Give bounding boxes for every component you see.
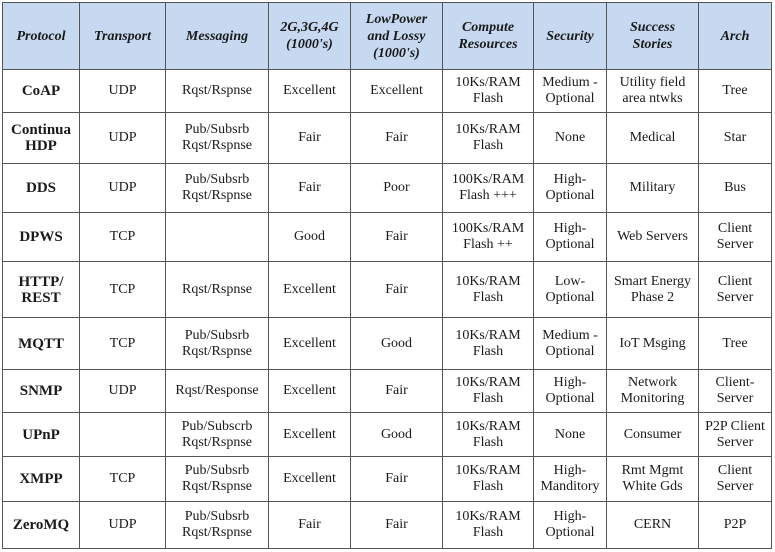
- cell-low-power-lossy: Fair: [351, 213, 443, 262]
- cell-compute-resources: 100Ks/RAM Flash +++: [443, 164, 534, 213]
- table-row: [3, 70, 772, 113]
- column-header-messaging: Messaging: [166, 3, 269, 70]
- table-row: [3, 113, 772, 164]
- column-header-security: Security: [534, 3, 607, 70]
- cell-protocol: MQTT: [3, 318, 80, 370]
- cell-compute-resources: 10Ks/RAM Flash: [443, 413, 534, 457]
- table-row: [3, 457, 772, 502]
- cell-cellular: Excellent: [269, 457, 351, 502]
- column-header-low-power-lossy: LowPower and Lossy (1000's): [351, 3, 443, 70]
- cell-compute-resources: 10Ks/RAM Flash: [443, 502, 534, 549]
- cell-success-stories: Military: [607, 164, 699, 213]
- table-row: [3, 413, 772, 457]
- cell-arch: Client Server: [699, 457, 772, 502]
- cell-security: High- Optional: [534, 213, 607, 262]
- cell-messaging: [166, 213, 269, 262]
- table-row: [3, 502, 772, 549]
- column-header-transport: Transport: [80, 3, 166, 70]
- cell-low-power-lossy: Good: [351, 413, 443, 457]
- cell-success-stories: Network Monitoring: [607, 370, 699, 413]
- cell-cellular: Excellent: [269, 413, 351, 457]
- column-header-cellular: 2G,3G,4G (1000's): [269, 3, 351, 70]
- cell-compute-resources: 10Ks/RAM Flash: [443, 70, 534, 113]
- column-header-protocol: Protocol: [3, 3, 80, 70]
- header-row: [3, 3, 772, 70]
- cell-cellular: Good: [269, 213, 351, 262]
- cell-transport: UDP: [80, 70, 166, 113]
- cell-security: Medium - Optional: [534, 318, 607, 370]
- table-header: [3, 3, 772, 70]
- cell-low-power-lossy: Fair: [351, 262, 443, 318]
- cell-protocol: ZeroMQ: [3, 502, 80, 549]
- cell-cellular: Excellent: [269, 70, 351, 113]
- cell-security: Medium - Optional: [534, 70, 607, 113]
- cell-cellular: Excellent: [269, 262, 351, 318]
- cell-security: High- Manditory: [534, 457, 607, 502]
- cell-messaging: Pub/Subsrb Rqst/Rspnse: [166, 318, 269, 370]
- cell-arch: Client Server: [699, 213, 772, 262]
- cell-messaging: Pub/Subscrb Rqst/Rspnse: [166, 413, 269, 457]
- cell-cellular: Excellent: [269, 370, 351, 413]
- cell-messaging: Rqst/Rspnse: [166, 70, 269, 113]
- cell-transport: UDP: [80, 502, 166, 549]
- cell-success-stories: IoT Msging: [607, 318, 699, 370]
- cell-cellular: Fair: [269, 502, 351, 549]
- cell-security: None: [534, 413, 607, 457]
- cell-protocol: HTTP/ REST: [3, 262, 80, 318]
- cell-success-stories: Consumer: [607, 413, 699, 457]
- cell-security: High- Optional: [534, 164, 607, 213]
- cell-protocol: DPWS: [3, 213, 80, 262]
- cell-protocol: UPnP: [3, 413, 80, 457]
- cell-messaging: Pub/Subsrb Rqst/Rspnse: [166, 457, 269, 502]
- cell-compute-resources: 10Ks/RAM Flash: [443, 113, 534, 164]
- cell-cellular: Fair: [269, 164, 351, 213]
- table-row: [3, 262, 772, 318]
- cell-success-stories: Web Servers: [607, 213, 699, 262]
- cell-arch: P2P Client Server: [699, 413, 772, 457]
- protocol-comparison-table: [2, 2, 772, 549]
- cell-protocol: XMPP: [3, 457, 80, 502]
- table-row: [3, 164, 772, 213]
- cell-messaging: Pub/Subsrb Rqst/Rspnse: [166, 502, 269, 549]
- cell-transport: TCP: [80, 262, 166, 318]
- column-header-success-stories: Success Stories: [607, 3, 699, 70]
- cell-security: High- Optional: [534, 502, 607, 549]
- cell-success-stories: Rmt Mgmt White Gds: [607, 457, 699, 502]
- cell-transport: TCP: [80, 213, 166, 262]
- cell-arch: Client Server: [699, 262, 772, 318]
- cell-protocol: DDS: [3, 164, 80, 213]
- cell-compute-resources: 10Ks/RAM Flash: [443, 318, 534, 370]
- cell-low-power-lossy: Fair: [351, 113, 443, 164]
- cell-security: Low- Optional: [534, 262, 607, 318]
- cell-low-power-lossy: Good: [351, 318, 443, 370]
- cell-compute-resources: 100Ks/RAM Flash ++: [443, 213, 534, 262]
- cell-messaging: Rqst/Rspnse: [166, 262, 269, 318]
- cell-arch: Tree: [699, 70, 772, 113]
- cell-arch: Client- Server: [699, 370, 772, 413]
- cell-protocol: Continua HDP: [3, 113, 80, 164]
- cell-compute-resources: 10Ks/RAM Flash: [443, 370, 534, 413]
- column-header-arch: Arch: [699, 3, 772, 70]
- cell-messaging: Pub/Subsrb Rqst/Rspnse: [166, 113, 269, 164]
- cell-arch: Bus: [699, 164, 772, 213]
- cell-security: High- Optional: [534, 370, 607, 413]
- cell-success-stories: Smart Energy Phase 2: [607, 262, 699, 318]
- table-row: [3, 213, 772, 262]
- cell-cellular: Fair: [269, 113, 351, 164]
- cell-transport: UDP: [80, 113, 166, 164]
- table-body: [3, 70, 772, 549]
- cell-success-stories: Utility field area ntwks: [607, 70, 699, 113]
- cell-arch: Star: [699, 113, 772, 164]
- cell-messaging: Pub/Subsrb Rqst/Rspnse: [166, 164, 269, 213]
- cell-low-power-lossy: Excellent: [351, 70, 443, 113]
- cell-success-stories: Medical: [607, 113, 699, 164]
- cell-protocol: CoAP: [3, 70, 80, 113]
- table-row: [3, 318, 772, 370]
- table-row: [3, 370, 772, 413]
- cell-low-power-lossy: Fair: [351, 457, 443, 502]
- cell-transport: TCP: [80, 457, 166, 502]
- cell-arch: P2P: [699, 502, 772, 549]
- cell-transport: TCP: [80, 318, 166, 370]
- cell-compute-resources: 10Ks/RAM Flash: [443, 262, 534, 318]
- column-header-compute-resources: Compute Resources: [443, 3, 534, 70]
- cell-arch: Tree: [699, 318, 772, 370]
- cell-transport: UDP: [80, 370, 166, 413]
- cell-success-stories: CERN: [607, 502, 699, 549]
- cell-security: None: [534, 113, 607, 164]
- cell-protocol: SNMP: [3, 370, 80, 413]
- cell-transport: UDP: [80, 164, 166, 213]
- cell-cellular: Excellent: [269, 318, 351, 370]
- cell-messaging: Rqst/Response: [166, 370, 269, 413]
- cell-low-power-lossy: Poor: [351, 164, 443, 213]
- cell-low-power-lossy: Fair: [351, 502, 443, 549]
- cell-transport: [80, 413, 166, 457]
- cell-compute-resources: 10Ks/RAM Flash: [443, 457, 534, 502]
- cell-low-power-lossy: Fair: [351, 370, 443, 413]
